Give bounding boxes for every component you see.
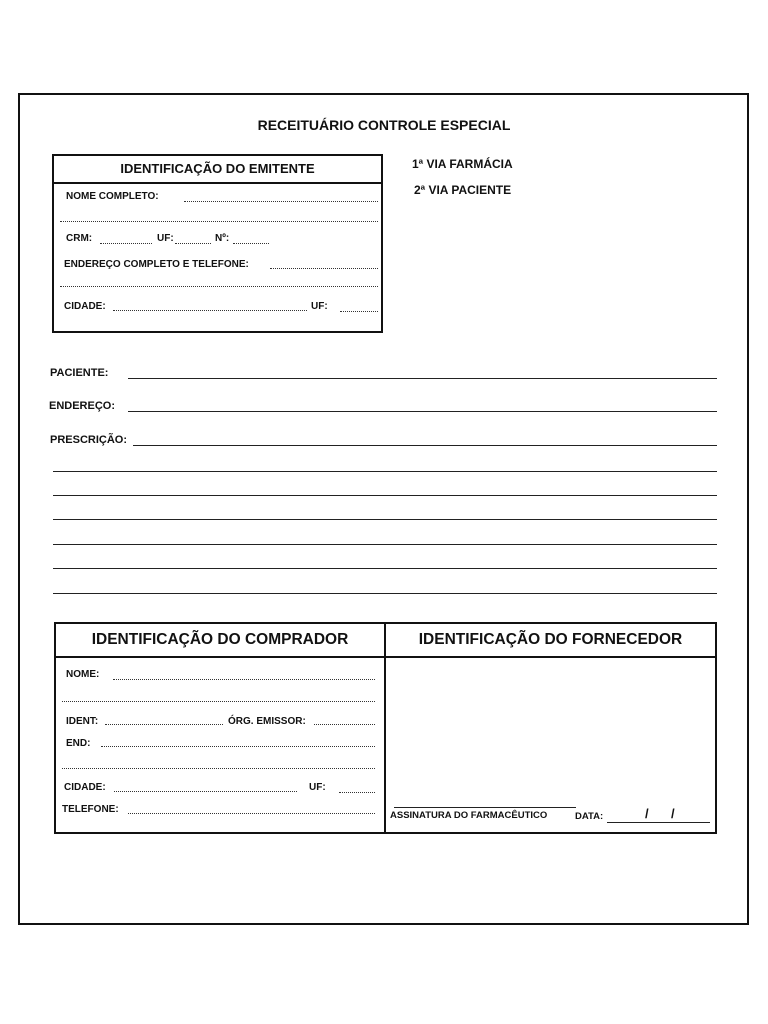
emitente-header: IDENTIFICAÇÃO DO EMITENTE bbox=[54, 156, 381, 184]
via-paciente: 2ª VIA PACIENTE bbox=[414, 183, 512, 197]
comprador-uf-label: UF: bbox=[309, 782, 326, 793]
emitente-numero-label: Nº: bbox=[215, 233, 230, 244]
emitente-uf2-field[interactable] bbox=[340, 311, 378, 312]
assinatura-label: ASSINATURA DO FARMACÊUTICO bbox=[390, 810, 548, 821]
emitente-nome-field-line2[interactable] bbox=[60, 221, 378, 222]
data-field[interactable] bbox=[607, 822, 710, 823]
prescricao-line[interactable] bbox=[53, 544, 717, 545]
comprador-nome-field-line2[interactable] bbox=[62, 701, 375, 702]
emitente-nome-field[interactable] bbox=[184, 201, 378, 202]
comprador-cidade-field[interactable] bbox=[114, 791, 297, 792]
emitente-crm-label: CRM: bbox=[66, 233, 93, 244]
comprador-end-label: END: bbox=[66, 738, 91, 749]
endereco-label: ENDEREÇO: bbox=[49, 400, 116, 412]
comprador-ident-field[interactable] bbox=[105, 724, 223, 725]
comprador-nome-label: NOME: bbox=[66, 669, 100, 680]
emitente-uf2-label: UF: bbox=[311, 301, 328, 312]
fornecedor-header: IDENTIFICAÇÃO DO FORNECEDOR bbox=[386, 624, 715, 658]
form-title: RECEITUÁRIO CONTROLE ESPECIAL bbox=[257, 117, 511, 133]
comprador-orgao-field[interactable] bbox=[314, 724, 375, 725]
prescricao-line[interactable] bbox=[53, 519, 717, 520]
assinatura-field[interactable] bbox=[394, 807, 576, 808]
prescricao-label: PRESCRIÇÃO: bbox=[50, 434, 128, 446]
prescricao-line[interactable] bbox=[53, 568, 717, 569]
prescricao-line[interactable] bbox=[53, 593, 717, 594]
emitente-endereco-label: ENDEREÇO COMPLETO E TELEFONE: bbox=[64, 259, 249, 270]
emitente-cidade-label: CIDADE: bbox=[64, 301, 106, 312]
comprador-nome-field[interactable] bbox=[113, 679, 375, 680]
comprador-ident-label: IDENT: bbox=[66, 716, 99, 727]
emitente-nome-label: NOME COMPLETO: bbox=[66, 191, 159, 202]
emitente-uf-label: UF: bbox=[157, 233, 174, 244]
prescricao-field[interactable] bbox=[133, 445, 717, 446]
paciente-label: PACIENTE: bbox=[50, 367, 109, 379]
via-farmacia: 1ª VIA FARMÁCIA bbox=[412, 157, 513, 171]
data-label: DATA: bbox=[575, 811, 604, 822]
emitente-numero-field[interactable] bbox=[233, 243, 269, 244]
comprador-orgao-label: ÓRG. EMISSOR: bbox=[228, 716, 306, 727]
emitente-endereco-field-line2[interactable] bbox=[60, 286, 378, 287]
comprador-telefone-label: TELEFONE: bbox=[62, 804, 119, 815]
fornecedor-box bbox=[384, 622, 717, 834]
endereco-field[interactable] bbox=[128, 411, 717, 412]
paciente-field[interactable] bbox=[128, 378, 717, 379]
emitente-crm-field[interactable] bbox=[100, 243, 152, 244]
emitente-cidade-field[interactable] bbox=[113, 310, 307, 311]
comprador-box bbox=[54, 622, 386, 834]
date-separator: / bbox=[671, 806, 675, 821]
comprador-end-field-line2[interactable] bbox=[62, 768, 375, 769]
comprador-telefone-field[interactable] bbox=[128, 813, 375, 814]
comprador-header: IDENTIFICAÇÃO DO COMPRADOR bbox=[56, 624, 384, 658]
prescricao-line[interactable] bbox=[53, 495, 717, 496]
comprador-uf-field[interactable] bbox=[339, 792, 375, 793]
date-separator: / bbox=[645, 806, 649, 821]
emitente-uf-field[interactable] bbox=[175, 243, 211, 244]
emitente-endereco-field[interactable] bbox=[270, 268, 378, 269]
comprador-end-field[interactable] bbox=[101, 746, 375, 747]
prescricao-line[interactable] bbox=[53, 471, 717, 472]
comprador-cidade-label: CIDADE: bbox=[64, 782, 106, 793]
